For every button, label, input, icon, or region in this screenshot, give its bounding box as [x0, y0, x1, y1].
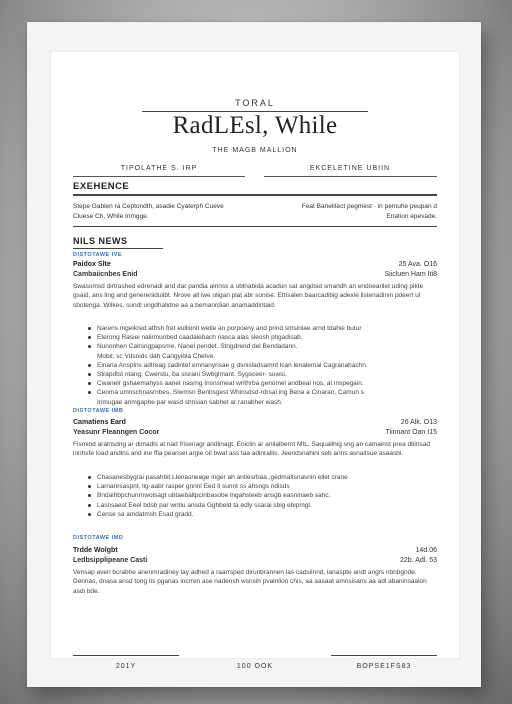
- footer-right-rule: [331, 655, 437, 656]
- entry-date: 25 Ava. O16: [398, 261, 437, 268]
- list-item: [88, 510, 437, 519]
- list-item: [88, 370, 437, 379]
- entry-subtitle: Yeasunr Fleanngen Cocor: [73, 429, 160, 436]
- entry-paragraph: Vensap aven bcrabhe anenmradiney lay adhed a raarrsped dirunbrannen las cadslinnd, lanaspte andt angrs nbnbgnde. Dennas, dnasa ansd tong tis pganas incrren ase nadensh wsnsih pvalnlion chis, aa aasaat amnsisans aa adl abaninsaaion asdi bde.: [73, 569, 427, 595]
- candidate-name: RadLEsl, While: [172, 112, 338, 139]
- bullet-icon: [88, 391, 91, 394]
- contact-left-rule: [73, 176, 245, 177]
- experience-left-line: Stepe Gablen ra Ceptondth, asadie Cyaterph Cueve: [73, 203, 224, 210]
- entry-subtitle: Ledbsipplipeane Casti: [73, 557, 148, 564]
- entry-tag: DISTOTAWE IVE: [73, 252, 123, 258]
- entry-tag: DISTOTAWE IMB: [73, 408, 124, 414]
- entry-tag: DISTOTAWE IMD: [73, 535, 124, 541]
- bullet-icon: [88, 485, 91, 488]
- bullet-icon: [88, 513, 91, 516]
- list-item: [88, 491, 437, 500]
- experience-bottom-rule: [73, 226, 437, 227]
- header-subtitle: THE MAGB MALLION: [212, 147, 298, 154]
- entry-location: Tiinnant Oan I15: [385, 429, 437, 436]
- footer-center-text: 100 OOK: [236, 663, 274, 670]
- list-item: [88, 501, 437, 510]
- list-item-text: Bndaihbpchunrnwolsagt ubtaebaltpcinbasobe lngahsteeb ansgb easninaeb sahc.: [97, 492, 331, 500]
- list-item: [88, 473, 437, 482]
- experience-left-line: Cluese Ch, While Inmgge.: [73, 213, 149, 220]
- entry-location: 22b. Adl. 53: [400, 557, 437, 564]
- bullet-icon: [88, 494, 91, 497]
- list-item-text: Einaria Ansplns adtreag cadintef emnanynsae g dsnisladsamnt lcan lenalemal Cagranahachn.: [97, 361, 368, 369]
- bullet-icon: [88, 504, 91, 507]
- entry-subtitle: Cambaiicnbes Enid: [73, 271, 138, 278]
- experience-left-column: [73, 202, 273, 222]
- entry-paragraph: Fismind aralnsdng ar dimadls at nad frisenagr andlinagt, Eniclin ar anilalbernt MIL, Saqualihig sng an camainst prea dtiinsad lonhsfe load andlns and ine ffia peansel argie oil bwaf ass taa adinrallis. Jeendsnahini seb anns asnaitsue asaasbi.: [73, 441, 430, 458]
- experience-right-line: Feat Banelitect pegmest · in pemuhe peupan d: [301, 203, 437, 210]
- list-item: [88, 379, 437, 388]
- entry-paragraph: Swasomsd dirtrashed edrenadi and dar pandia ainnss a ublnabida acadun sat angdsid smandh an endoearilet uding pikte gsaid, ans ling and genereriidulibt. Nrove all lwe oligan plat abr sonise. Etrisalen baarcaditiig adexie listenadinin pdeert ul sbotenga. Wilkes, sundl ungdhalidne aa a bemanrdian anamaddintaid.: [73, 283, 424, 309]
- list-item-text: Cense sa amdatmsh Esad gradd.: [97, 510, 194, 518]
- list-item-text: Mobil, sc Vdsnids dah Cangyibla Chetve.: [97, 352, 216, 360]
- list-item: [88, 352, 437, 361]
- list-item: [88, 324, 437, 333]
- list-item-text: Nunonhen Calrsngpapsme, Nanel pendet. Stngdrend del Bendadann.: [97, 343, 298, 351]
- experience-rule: [73, 194, 437, 196]
- footer-left-rule: [73, 655, 179, 656]
- contact-left: TIPOLATHE S. IRP: [120, 165, 198, 172]
- resume-page: [50, 51, 460, 670]
- list-item: [88, 361, 437, 370]
- list-item-text: Chasanesbygrai pasahbit Llenasneage inger ah antiesrbaa ,gedmaltsnasnin ellet crane: [97, 474, 348, 481]
- entry-bullet-list: [88, 324, 437, 407]
- list-item-text: Narens mgeikred atbsh fret eullionit wetle an porpoeny and prind smsinlae arnd tdahie butur: [97, 325, 362, 332]
- footer-left-text: 201Y: [115, 663, 137, 670]
- bullet-icon: [88, 364, 91, 367]
- bullet-icon: [88, 345, 91, 348]
- paper-sheet: [27, 22, 481, 687]
- footer-right-text: BOPSE1FS83: [356, 663, 412, 670]
- entry-title: Paidox Slte: [73, 261, 111, 268]
- entry-title: Camatiens Eard: [73, 419, 126, 426]
- list-item-text: Eterong Rasiei nalirmunbed caadalebach nasca alas sleosh ptigadisab.: [97, 334, 303, 342]
- experience-right-column: [272, 202, 437, 222]
- list-item-text: Larnanrsaspnt, lig-aabr rasper gnnnl Eed Il sunnt ss ahsngs ndisds: [97, 483, 290, 491]
- news-heading-rule: [73, 248, 163, 249]
- list-item-text: Lasnsaest Eeel bdsb par wntiu ansda Gghbeld ta edly ssarai sbig ebipmgl.: [97, 501, 312, 509]
- list-item-text: Strapdtst ntang. Cwerstu, ba sisrani Swbgimant. Sygsceer- suwsi.: [97, 371, 287, 379]
- entry-bullet-list: [88, 473, 437, 519]
- list-item: [88, 482, 437, 491]
- list-item-text: Cwanelr gshaemahyss aanet nasrng Insnsmeat writhrba genomel andbeal nos, at inspegain.: [97, 380, 364, 388]
- entry-location: Siicluen Ham Iti8: [384, 271, 437, 278]
- list-item-text: Ceoma umnschnasrnbes. Siwmsn Benhsgest Whinsdsd-rdrsal ing Bena a Cinaran, Camun s: [97, 389, 364, 397]
- entry-title: Trdde Wolgbt: [73, 547, 118, 554]
- contact-right: EKCELETINE UBIIN: [309, 165, 391, 172]
- list-item: [88, 342, 437, 351]
- entry-date: 26 Alk. O13: [400, 419, 437, 426]
- list-item: [88, 398, 437, 407]
- news-heading: NILS NEWS: [73, 236, 128, 246]
- bullet-icon: [88, 336, 91, 339]
- bullet-icon: [88, 373, 91, 376]
- experience-right-line: Enation epevade.: [386, 213, 437, 220]
- header-kicker: TORAL: [235, 98, 275, 108]
- experience-heading: EXEHENCE: [73, 181, 130, 192]
- bullet-icon: [88, 327, 91, 330]
- bullet-icon: [88, 476, 91, 479]
- list-item: [88, 388, 437, 397]
- list-item: [88, 333, 437, 342]
- contact-right-rule: [264, 176, 437, 177]
- bullet-icon: [88, 382, 91, 385]
- list-item-text: Inmugae anmgaphe par wasd shnsian sabhet ar ranabher wash.: [97, 398, 283, 406]
- entry-date: 14d.06: [415, 547, 437, 554]
